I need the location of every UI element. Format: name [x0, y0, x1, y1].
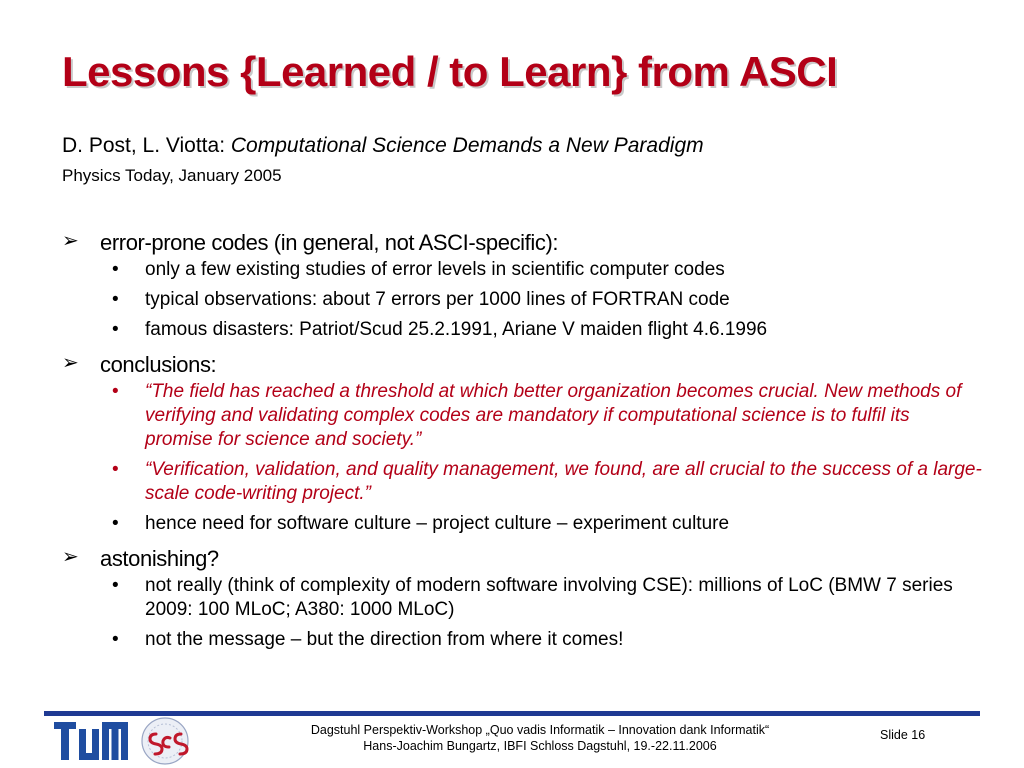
section-conclusions — [62, 348, 982, 536]
quote-text: “Verification, validation, and quality management, we found, are all crucial to the success of a large-scale code-writing project.” — [145, 459, 982, 504]
citation-source: Physics Today, January 2005 — [62, 166, 282, 185]
bullet-text: only a few existing studies of error levels in scientific computer codes — [145, 259, 725, 280]
bullet-text: not the message – but the direction from where it comes! — [145, 629, 624, 650]
dot-bullet-icon: • — [112, 459, 119, 480]
bullet-item — [62, 288, 982, 312]
scs-logo — [140, 716, 190, 766]
arrowhead-bullet-icon: ➢ — [62, 230, 79, 252]
citation-paper-title: Computational Science Demands a New Paradigm — [230, 134, 704, 157]
citation-authors: D. Post, L. Viotta: — [62, 134, 226, 157]
section-heading: conclusions: — [100, 352, 217, 377]
arrowhead-bullet-icon: ➢ — [62, 352, 79, 374]
section-heading: error-prone codes (in general, not ASCI-specific): — [100, 230, 559, 255]
section-heading-row — [62, 542, 982, 574]
bullet-item — [62, 318, 982, 342]
slide-content — [62, 226, 982, 658]
dot-bullet-icon: • — [112, 513, 119, 534]
section-error-prone-codes — [62, 226, 982, 342]
dot-bullet-icon: • — [112, 289, 119, 310]
dot-bullet-icon: • — [112, 629, 119, 650]
section-astonishing — [62, 542, 982, 652]
bullet-item — [62, 258, 982, 282]
slide-number-value: 16 — [911, 728, 926, 742]
footer-line-2: Hans-Joachim Bungartz, IBFI Schloss Dagstuhl, 19.-22.11.2006 — [363, 739, 717, 753]
section-heading: astonishing? — [100, 546, 219, 571]
quote-bullet-item — [62, 458, 982, 506]
bullet-item — [62, 512, 982, 536]
bullet-text: not really (think of complexity of modern software involving CSE): millions of LoC (BMW 7 series 2009: 100 MLoC; A380: 1000 MLoC) — [145, 575, 953, 620]
footer-text — [240, 722, 840, 754]
footer-line-1: Dagstuhl Perspektiv-Workshop „Quo vadis Informatik – Innovation dank Informatik“ — [310, 723, 770, 737]
tum-logo — [54, 722, 128, 760]
slide-label: Slide — [880, 728, 908, 742]
arrowhead-bullet-icon: ➢ — [62, 546, 79, 568]
bullet-item — [62, 628, 982, 652]
slide-number — [880, 728, 925, 742]
bullet-text: hence need for software culture – project culture – experiment culture — [145, 513, 730, 534]
dot-bullet-icon: • — [112, 381, 119, 402]
section-heading-row — [62, 226, 982, 258]
quote-bullet-item — [62, 380, 982, 452]
dot-bullet-icon: • — [112, 575, 119, 596]
dot-bullet-icon: • — [112, 319, 119, 340]
quote-text: “The field has reached a threshold at which better organization becomes crucial. New methods of verifying and validating complex codes are mandatory if computational science is to fulfil its promise for science and society.” — [145, 381, 962, 450]
bullet-item — [62, 574, 982, 622]
citation — [62, 134, 704, 158]
bullet-text: typical observations: about 7 errors per 1000 lines of FORTRAN code — [145, 289, 730, 310]
bullet-text: famous disasters: Patriot/Scud 25.2.1991, Ariane V maiden flight 4.6.1996 — [145, 319, 768, 340]
dot-bullet-icon: • — [112, 259, 119, 280]
slide-title: Lessons {Learned / to Learn} from ASCI — [62, 48, 838, 95]
section-heading-row — [62, 348, 982, 380]
